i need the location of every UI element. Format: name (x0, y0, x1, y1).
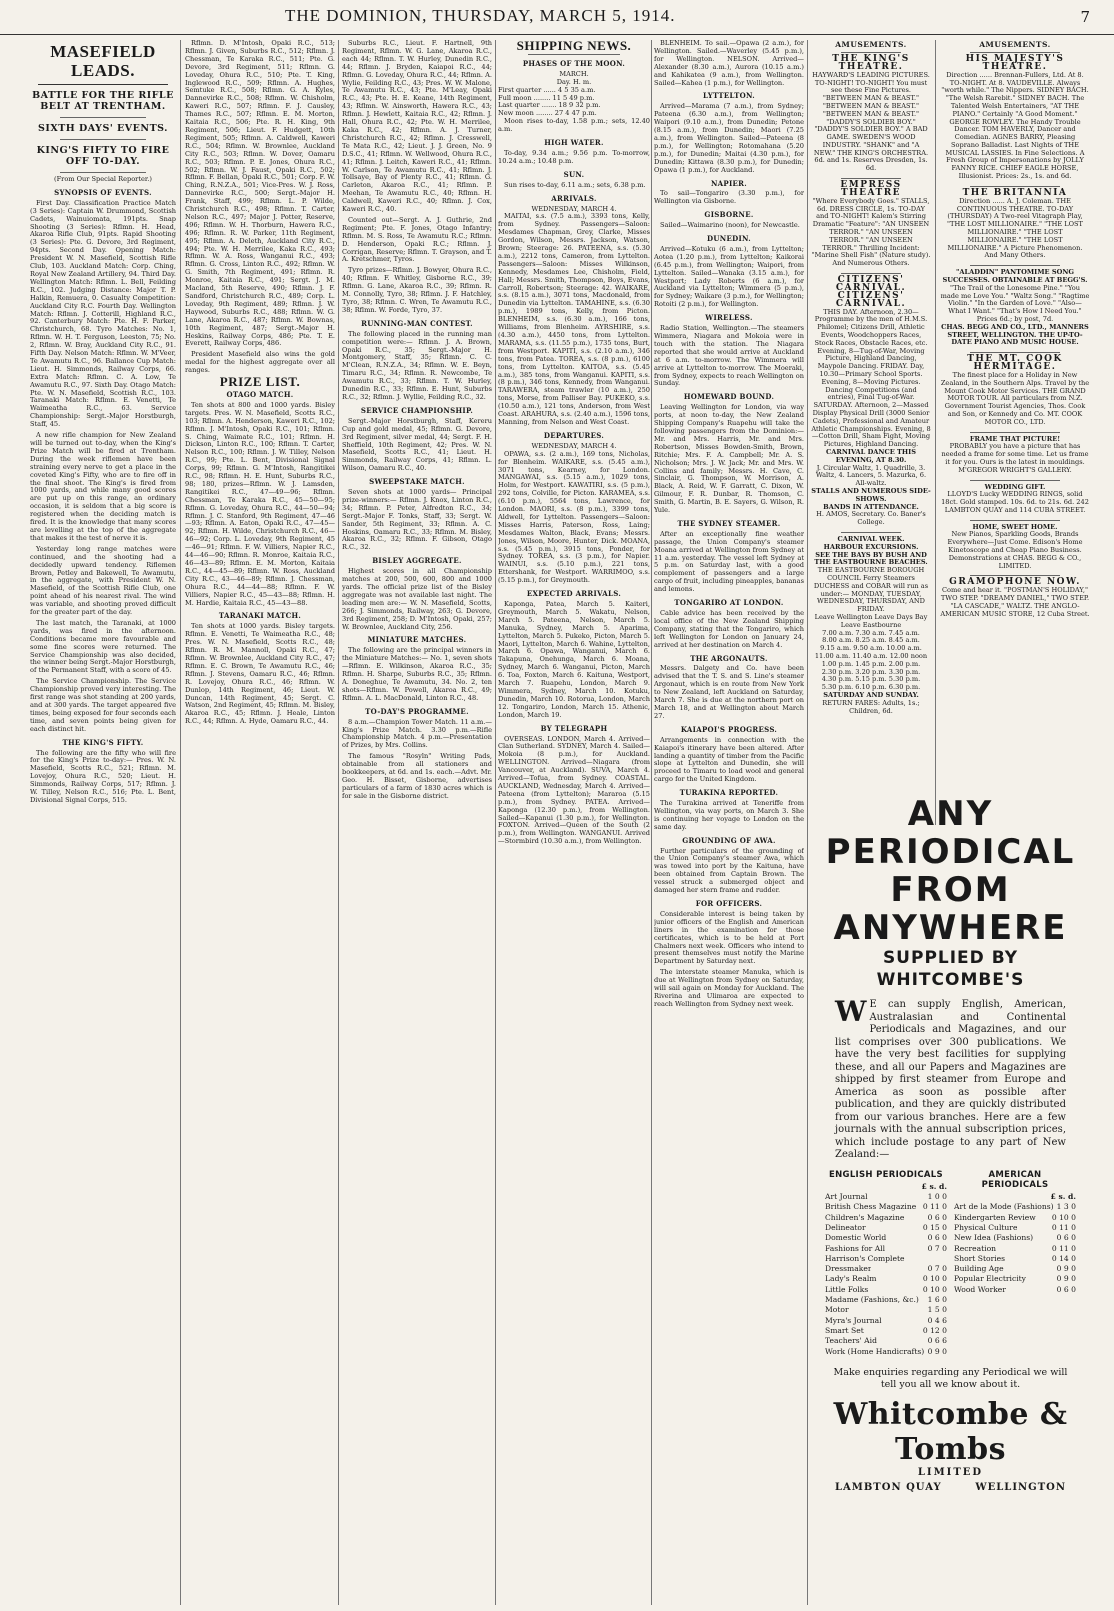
ad-text: SATURDAY AND SUNDAY. (823, 690, 919, 699)
subhead: SYNOPSIS OF EVENTS. (54, 187, 152, 197)
subhead: HOMEWARD BOUND. (683, 392, 775, 402)
ad-text: New Pianos, Sparkling Goods, Brands Everywhere—Just Come. Edison's Home Kinetoscope and Cheap Piano Business. Demonstrations at CHAS. BEGG & CO., LIMITED. (947, 530, 1083, 570)
paragraph: Sailed—Waimarino (noon), for Newcastle. (660, 221, 800, 230)
periodical-row (825, 1347, 947, 1357)
ad-title: THE BRITANNIA (962, 187, 1068, 198)
subhead: THE ARGONAUTS. (690, 653, 768, 663)
ad-text: THE EASTBOURNE BOROUGH COUNCIL Ferry Steamers DUCHESS and COBAR will run as under:— MONDAY, TUESDAY, WEDNESDAY, THURSDAY, AND FRIDAY. (813, 566, 929, 614)
periodical-name: British Chess Magazine (825, 1202, 917, 1212)
section-heading: AMUSEMENTS. (979, 40, 1051, 49)
paragraph: Considerable interest is being taken by junior officers of the English and American liners in the examination for those certificates, which is to be held at Port Chalmers next week. Officers who intend to present themselves must notify the Marine Department by Saturday next. (654, 909, 804, 966)
paragraph: The Turakina arrived at Teneriffe from Wellington, via way ports, on March 3. She is continuing her voyage to London on the same day. (654, 799, 804, 831)
divider (841, 52, 901, 53)
ad-text: J. Circular Waltz, 1. Quadrille, 3. Waltz, 4. Lancers, 5. Mazurka, 6. All-waltz. (815, 463, 927, 488)
subhead: FOR OFFICERS. (695, 899, 763, 908)
section-heading: SHIPPING NEWS. (516, 40, 632, 53)
divider (60, 139, 146, 140)
paragraph: Yesterday long range matches were continued, and the shooting had a decidedly upward tendency. Riflemen Brown, Petley and Bakewell, Te Awamutu, in the aggregate, with President W. N. Masefield, of the Scottish Rifle Club, one point ahead of his nearest rival. The wind was variable, and shooting proved difficult for the greater part of the day. (30, 544, 176, 617)
subhead: OTAGO MATCH. (226, 389, 294, 399)
ad-title: GRAMOPHONE NOW. (949, 577, 1081, 588)
periodical-price: 0 11 0 (922, 1202, 947, 1212)
city: WELLINGTON (975, 1481, 1066, 1493)
subhead: SWEEPSTAKE MATCH. (369, 477, 465, 487)
page-number: 7 (1080, 8, 1090, 26)
timetable-row: 4.30 p.m. 5.15 p.m. 5.30 p.m. (821, 675, 921, 684)
subhead: WIRELESS. (705, 313, 753, 323)
subhead: RUNNING-MAN CONTEST. (361, 318, 473, 328)
currency-header: £ s. d. (1050, 1192, 1076, 1202)
paragraph: Leaving Wellington for London, via way ports, at noon to-day, the New Zealand Shipping Company's Ruapehu will take the following passengers from the Dominion:—Mr. and Mrs. Harris, Mr. and Mrs. Robertson, Misses Bowden-Smith, Brown, Ritchie; Mrs. F. A. Campbell; Mr. A. S. Nicholson; Mrs. J. W. Jack; Mr. and Mrs. W. Collins and family; Messrs. H. Cave, C. Sinclair, G. Thompson, W. Morrison, A. Black, A. Reid, W. F. Garratt, C. Dixon, W. Gilmour, F. R. Dunbar, R. Thomson, C. Smith, G. Martin, B. E. Sayers, G. Wilson, R. Yule. (654, 403, 804, 515)
ad-text: FRAME THAT PICTURE! (969, 434, 1061, 443)
section-heading: AMUSEMENTS. (835, 40, 907, 49)
paragraph: The Service Championship. The Service Championship proved very interesting. The first range was shot standing at 200 yards, and at 300 yards. The target appeared five times, being exposed for four seconds each time, and seven points being given for each distinct hit. (30, 677, 176, 733)
periodical-name: Madame (Fashions, &c.) (825, 1295, 919, 1305)
paragraph: The following are the principal winners in the Miniature Matches:— No. 1, seven shots—Rflmn. E. Wilkinson, Akaroa R.C., 35; Rflmn. H. Sharpe, Suburbs R.C., 35; Rflmn. A. Doneghue, Te Awamutu, 34. No. 2, ten shots—Rflmn. W. Powell, Akaroa R.C., 49; Rflmn. A. L. MacDonald, Linton R.C., 48. (342, 646, 492, 702)
periodical-name: Kindergarten Review (954, 1212, 1036, 1222)
paragraph: Highest scores in all Championship matches at 200, 500, 600, 800 and 1000 yards. The official prize list of the Bisley aggregate was not available last night. The leading men are:— W. N. Masefield, Scotts, 266; J. Simmonds, Railway, 263; G. Devore, 3rd Regiment, 258; D. M'Intosh, Opaki, 257; W. Brownlee, Auckland City, 256. (342, 567, 492, 631)
periodical-price: 0 10 0 (922, 1274, 947, 1284)
column-rule (935, 40, 936, 825)
divider (970, 186, 1060, 187)
paragraph: Arrangements in connection with the Kaiapoi's itinerary have been altered. After landing a quantity of timber from the Pacific slope at Lyttelton and Dunedin, she will proceed to Timaru to load wool and general cargo for the United Kingdom. (654, 735, 804, 784)
ad-text: SEE THE BAYS BY BUSH AND THE EASTBOURNE BEACHES. (814, 550, 928, 567)
byline: (From Our Special Reporter.) (54, 175, 152, 183)
deck: SIXTH DAYS' EVENTS. (38, 123, 168, 134)
american-periodicals (954, 1170, 1076, 1357)
ad-text: The finest place for a Holiday in New Zealand, in the Southern Alps. Travel by the Mount Cook Motor Services. THE GRAND MOTOR TOUR. All particulars from N.Z. Government Tourist Agencies, Thos. Cook and Son, or Kennedy and Co. MT. COOK MOTOR CO., LTD. (940, 370, 1090, 426)
subhead: NAPIER. (710, 178, 748, 188)
english-list (825, 1192, 947, 1357)
paragraph: Sergt.-Major Horstburgh, Staff, Kereru Cup and gold medal, 45; Rflmn. G. Devore, 3rd Regiment, silver medal, 44; Sergt. F. H. Sheffield, 10th Regiment, 42; Pres. W. N. Masefield, Scotts R.C., 41; Lieut. H. Simmonds, Railway Corps, 41; Rflmn. L. Wilson, Oamaru R.C., 40. (342, 416, 492, 473)
paragraph: The following placed in the running man competition were:— Rflmn. J. A. Brown, Opaki R.C., 35; Sergt.-Major H. Montgomery, Staff, 35; Rflmn. C. C. M'Clean, R.N.Z.A., 34; Rflmn. W. E. Beyn, Timaru R.C., 34; Rflmn. R. Newcombe, Te Awamutu R.C., 33; Rflmn. T. W. Hurley, Dunedin R.C., 33; Rflmn. E. Hunt, Suburbs R.C., 32; Rflmn. J. Wyllie, Feilding R.C., 32. (342, 329, 492, 401)
periodical-price: 0 11 0 (1051, 1243, 1076, 1253)
periodical-name: Delineator (825, 1222, 866, 1232)
periodical-row (825, 1192, 947, 1202)
periodical-row (954, 1233, 1076, 1243)
subhead: TARANAKI MATCH. (218, 611, 302, 621)
periodical-price: 0 9 0 (1056, 1264, 1076, 1274)
ad-text: CHAS. BEGG AND CO., LTD., MANNERS STREET, WELLINGTON. THE UP-TO-DATE PIANO AND MUSIC HOUSE. (941, 322, 1089, 347)
column-rifle-news (30, 40, 176, 1605)
subhead: LYTTELTON. (702, 91, 756, 101)
ad-text: STALLS AND NUMEROUS SIDE-SHOWS. (811, 487, 931, 503)
periodical-name: Popular Electricity (954, 1274, 1026, 1284)
periodical-row (954, 1223, 1076, 1233)
periodical-row (954, 1254, 1076, 1264)
periodical-price: 0 15 0 (922, 1222, 947, 1232)
paragraph: A new rifle champion for New Zealand will be turned out to-day, when the King's Prize Match will be fired at Trentham. During the week riflemen have been straining every nerve to get a place in the coveted King's Fifty, who are to fire off in the final shoot. The King's is fired from 1000 yards, and while many good scores are put up on this range, an ordinary occasion, it is seldom that a big score is registered when the deciding match is fired. It is the knowledge that many scores are levelling at the top of the aggregate that makes it the test of nerve it is. (30, 431, 176, 542)
paragraph: The following are the fifty who will fire for the King's Prize to-day:— Pres. W. N. Masefield, Scotts R.C., 521; Rflmn. M. Lovejoy, Ohura R.C., 520; Lieut. H. Simmonds, Railway Corps, 517; Rflmn. J. W. Tilley, Nelson R.C., 516; Pte. L. Bent, Divisional Signal Corps, 515. (30, 748, 176, 804)
timetable-row: 7.00 a.m. 7.30 a.m. 7.45 a.m. (822, 628, 920, 637)
paragraph: Rflmn. D. M'Intosh, Opaki R.C., 513; Rflmn. J. Given, Suburbs R.C., 512; Rflmn. J. Chessman, Te Karaka R.C., 511; Pte. G. Devore, 3rd Regiment, 511; Rflmn. G. Loveday, Ohura R.C., 510; Pte. T. King, Inglewood R.C., 509; Rflmn. A. Hughes, Semtuke R.C., 508; Rflmn. G. A. Kyles, Dannevirke R.C., 508; Rflmn. W. Chisholm, Kaweri R.C., 507; Rflmn. F. J. Causley, Thames R.C., 507; Rflmn. E. M. Morton, Kaitaia R.C., 506; Pte. R. H. King, 9th Regiment, 506; Lieut. F. Hudgett, 10th Regiment, 505; Rflmn. A. Caldwell, Kaweri R.C., 504; Rflmn. W. Brownlee, Auckland City R.C., 503; Rflmn. W. Dover, Oamaru R.C., 503; Rflmn. P. E. Jones, Ohura R.C., 502; Rflmn. W. J. Faust, Opaki R.C., 502; Rflmn. F. Bellan, Opaki R.C., 501; Corp. F. W. Ching, R.N.Z.A., 501; Vice-Pres. W. J. Ross, Dannevirke R.C., 500; Sergt.-Major H. Frank, Staff, 499; Rflmn. L. P. Wilde, Christchurch R.C., 498; Rflmn. T. Carter, Nelson R.C., 497; Major J. Potter, Reserve, 496; Rflmn. W. H. Thorburn, Hawera R.C., 496; Rflmn. R. W. Parker, 11th Regiment, 495; Rflmn. A. Deleth, Auckland City R.C., 494; Pte. W. H. Merrilee, Kaka R.C., 493; Rflmn. W. A. Ross, Wanganui R.C., 493; Rflmn. G. Cross, Linton R.C., 492; Rflmn. W. G. Smith, 7th Regiment, 491; Rflmn. R. Monroe, Kaitaia R.C., 491; Sergt. J. M. Macland, 5th Reserve, 490; Rflmn. J. F. Sandford, Christchurch R.C., 489; Corp. L. Loveday, 9th Regiment, 489; Rflmn. J. W. Haywood, Suburbs R.C., 488; Rflmn. W. G. Lane, Akaroa R.C., 487; Rflmn. W. Bownas, 10th Regiment, 487; Sergt.-Major H. Heskins, Railway Corps, 486; Pte. T. E. Everett, Railway Corps, 486. (185, 40, 335, 348)
ad-home (940, 524, 1090, 571)
masthead (0, 0, 1114, 35)
periodical-price: 0 9 0 (1056, 1274, 1076, 1284)
paragraph: Further particulars of the grounding of the Union Company's steamer Awa, which was towed into port by the Kaituna, have been obtained from Captain Brown. The vessel struck a submerged object and damaged her stern frame and rudder. (654, 846, 804, 895)
periodical-name: Wood Worker (954, 1284, 1006, 1294)
timetable-row: 2.30 p.m. 3.20 p.m. 3.30 p.m. (821, 667, 921, 676)
subhead: PHASES OF THE MOON. (522, 58, 626, 68)
drop-cap: W (835, 995, 867, 1028)
paragraph: Messrs. Dalgety and Co. have been advised that the T. S. and S. Line's steamer Argonaut, which is en route from New York to New Zealand, left Auckland on Saturday, March 7. She is due at the northern port on March 18, and at Wellington about March 27. (654, 664, 804, 720)
column-prize-list (342, 40, 492, 1605)
periodical-row (825, 1244, 947, 1254)
subhead: KAIAPOI'S PROGRESS. (680, 724, 778, 734)
periodical-price: 1 6 0 (927, 1295, 947, 1305)
moon-row: Last quarter ....... 18 9 32 p.m. (498, 101, 601, 110)
paragraph: Arrived—Marama (7 a.m.), from Sydney; Pateena (6.30 a.m.), from Wellington; Waipori (9.10 a.m.), from Dunedin; Petone (8.15 a.m.), from Dunedin; Maori (7.25 a.m.), from Wellington. Sailed—Pateena (8 p.m.), for Wellington; Rotomahana (5.20 p.m.), for Dunedin; Maitai (4.30 p.m.), for Dunedin; Kittawa (8.30 p.m.), for Dunedin; Opawa (1 p.m.), for Auckland. (654, 102, 804, 174)
periodical-price: 0 12 0 (922, 1325, 947, 1335)
moon-row: Full moon ........ 11 5 49 p.m. (498, 93, 595, 102)
subhead: MINIATURE MATCHES. (367, 635, 467, 645)
periodical-name: Children's Magazine (825, 1212, 905, 1222)
periodical-name: Little Folks (825, 1284, 869, 1294)
ad-subheadline: SUPPLIED BY WHITCOMBE'S (876, 948, 1025, 990)
divider (60, 117, 146, 118)
paragraph: Kaponga, Patea, March 5. Kaiteri, Greymouth, March 5. Wakatu, Nelson, March 5. Pateena, Nelson, March 5. Manuka, Sydney, March 5. Aparima, Lyttelton, March 5. Pukeko, Picton, March 5. Maori, Lyttelton, March 6. Wahine, Lyttelton, March 6. Opawa, Wanganui, March 6. Takapuna, Onehunga, March 6. Moana, Sydney, March 6. Wanganui, Picton, March 6. Toa, Foxton, March 6. Kaituna, Westport, March 7. Ruapehu, London, March 9. Wimmera, Sydney, March 10. Kotuku, Dunedin, March 10. Rotorua, London, March 12. Tongariro, London, March 15. Athenic, London, March 19. (498, 600, 650, 719)
ad-text: HARBOUR EXCURSIONS. (823, 542, 919, 551)
ad-citizens-carnival (811, 277, 931, 527)
paragraph: Ten shots at 800 and 1000 yards. Bisley targets. Pres. W. N. Masefield, Scotts R.C., 103; Rflmn. A. Henderson, Kaweri R.C., 102; Rflmn. J. M'Intosh, Opaki R.C., 101; Rflmn. S. Ching, Waimate R.C., 101; Rflmn. H. Dickson, Linton R.C., 100; Rflmn. T. Carter, Nelson R.C., 100; Rflmn. J. W. Tilley, Nelson R.C., 99; Pte. L. Bent, Divisional Signal Corps, 99; Rflmn. G. M'Intosh, Rangitikei R.C., 98; Rflmn. H. E. Hunt, Suburbs R.C., 98; 180, prizes—Rflmn. W. J. Lamsden, Rangitikei R.C., 47—49—96; Rflmn. Chessman, Te Karaka R.C., 45—50—95; Rflmn. G. Loveday, Ohura R.C., 44—50—94; Rflmn. J. C. Stanford, 9th Regiment, 47—46—93; Rflmn. A. Eaton, Opaki R.C., 47—45—92; Rflmn. H. Wilde, Christchurch R.C., 46—46—92; Corp. L. Loveday, 9th Regiment, 45—46—91; Rflmn. F. W. Villiers, Napier R.C., 44—46—90; Rflmn. R. Monroe, Kaitaia R.C., 46—43—89; Rflmn. E. M. Morton, Kaitaia R.C., 44—45—89; Rflmn. W. Ross, Auckland City R.C., 43—46—89; Rflmn. J. Chessman, Ohura R.C., 44—44—88; Rflmn. F. W. Villiers, Napier R.C., 45—43—88; Rflmn. H. M. Hardie, Kaitaia R.C., 45—43—88. (185, 400, 335, 607)
subhead: THE SYDNEY STEAMER. (677, 518, 781, 528)
moon-row: New moon ........ 27 4 47 p.m. (498, 109, 597, 118)
paragraph: BLENHEIM. To sail.—Opawa (2 a.m.), for Wellington. Sailed.—Waverley (5.45 p.m.), for Wellington. NELSON. Arrived—Alexander (8.30 a.m.), Aurora (10.15 a.m.) and Kahikatea (9 a.m.), from Wellington. Sailed—Kahea (1 p.m.), for Wellington. (654, 40, 804, 87)
divider (970, 432, 1060, 433)
currency-header: £ s. d. (921, 1181, 947, 1191)
subhead: DUNEDIN. (706, 234, 752, 244)
deck: KING'S FIFTY TO FIRE OFF TO-DAY. (36, 145, 170, 167)
list-heading: ENGLISH PERIODICALS (829, 1169, 943, 1180)
ad-empress-theatre (811, 182, 931, 268)
ad-title: THE KING'S THEATRE. (832, 53, 910, 72)
paragraph: Ten shots at 1000 yards. Bisley targets. Rflmn. E. Venetti, Te Waimeatha R.C., 48; Pres. W. N. Masefield, Scotts R.C., 48; Rflmn. R. M. Mannoll, Opaki R.C., 47; Rflmn. W. Brownlee, Auckland City R.C., 47; Rflmn. E. C. Brown, Te Awamutu R.C., 46; Rflmn. J. Stevens, Oamaru R.C., 46; Rflmn. R. Lovejoy, Ohura R.C., 46; Rflmn. W. Dunlop, 14th Regiment, 46; Lieut. W. Duncan, 14th Regiment, 45; Sergt. C. Watson, 2nd Regiment, 45; Rflmn. M. Bisley, Akaroa R.C., 45; Rflmn. J. Heale, Linton R.C., 44; Rflmn. A. Hyde, Oamaru R.C., 44. (185, 622, 335, 726)
ad-harbour-excursions (811, 536, 931, 715)
ad-title: THE MT. COOK HERMITAGE. (967, 354, 1063, 373)
ad-text: "ALADDIN" PANTOMIME SONG SUCCESSES. OBTAINABLE AT BEGG'S. (942, 268, 1088, 284)
periodical-price: 0 10 0 (922, 1284, 947, 1294)
periodical-price: 0 6 6 (927, 1336, 947, 1346)
paragraph: Suburbs R.C., Lieut. F. Hartnell, 9th Regiment, Rflmn. W. G. Lane, Akaroa R.C., each 44; Rflmn. T. W. Hurley, Dunedin R.C., 44; Rflmn. J. Bryden, Kaiapoi R.C., 44; Rflmn. G. Loveday, Ohura R.C., 44; Rflmn. A. Wylie, Feilding R.C., 43; Pres. W. W. Malone, Te Awamutu R.C., 43; Pte. M'Leay, Opaki R.C., 43; Pte. H. E. Keane, 14th Regiment, 43; Rflmn. W. Ainsworth, Hawera R.C., 43; Rflmn. J. Hewlett, Kaitaia R.C., 42; Rflmn. J. Hall, Ohura R.C., 42; Pte. W. H. Merrilee, Kaka R.C., 42; Rflmn. A. J. Turner, Christchurch R.C., 42; Rflmn. J. Cresswell, Te Mata R.C., 42; Lieut. J. J. Green, No. 9 D.S.C., 41; Rflmn. W. Wellwood, Ohura R.C., 41; Rflmn. J. Leitch, Kaweri R.C., 41; Rflmn. W. Carlson, Te Awamutu R.C., 41; Rflmn. J. Tollsaye, Bay of Plenty R.C., 41; Rflmn. G. Carleton, Akaroa R.C., 41; Rflmn. P. Meehan, Te Awamutu R.C., 40; Rflmn. H. Caldwell, Kaweri R.C., 40; Rflmn. J. Cox, Kaweri R.C., 40. (342, 40, 492, 214)
periodical-price: 1 5 0 (927, 1305, 947, 1315)
periodical-row (954, 1264, 1076, 1274)
periodical-name: Recreation (954, 1243, 997, 1253)
ad-title: HIS MAJESTY'S THEATRE. (965, 53, 1065, 72)
ad-text: Come and hear it. "POSTMAN'S HOLIDAY," TWO STEP. "DREAMY DANIEL," TWO STEP. "LA CASCADE," WALTZ. THE ANGLO-AMERICAN MUSIC STORE, 12 Cuba Street. (940, 586, 1090, 618)
periodical-price: 0 6 0 (1056, 1233, 1076, 1243)
paragraph: Sun rises to-day, 6.11 a.m.; sets, 6.38 p.m. (504, 180, 646, 189)
subhead: ARRIVALS. (551, 193, 597, 203)
periodical-row (825, 1274, 947, 1284)
column-rule (495, 40, 496, 1605)
ad-whitcombes (811, 795, 1090, 1605)
column-amusements-majestys (940, 40, 1090, 825)
periodical-name: Smart Set (825, 1325, 864, 1335)
ad-text: WEDDING GIFT. (984, 482, 1046, 491)
column-shipping (498, 40, 650, 1605)
paragraph: MAITAI, s.s. (7.5 a.m.), 3393 tons, Kelly, from Sydney. Passengers—Saloon: Mesdames Chapman, Grey, Clarke, Misses Gordon, Wilson, Messrs. Jackson, Watson, Brown; Steerage: 26. PATEENA, s.s. (5.30 a.m.), 2212 tons, Cameron, from Lyttelton. Passengers—Saloon: Misses Wilkinson, Kennedy, Mesdames Lee, Chisholm, Field, Hall; Messrs. Smith, Thompson, Boys, Evans, Carroll, Robertson; Steerage: 42. WAIKARE, s.s. (8.15 a.m.), 3071 tons, Macdonald, from Dunedin via Lyttelton. TAMAHINE, s.s. (6.30 p.m.), 1989 tons, Kelly, from Picton. BLENHEIM, s.s. (6.30 a.m.), 166 tons, Williams, from Blenheim. AYRSHIRE, s.s. (4.30 a.m.), 4450 tons, from Lyttelton. MARAMA, s.s. (11.55 p.m.), 1735 tons, Burt, from Westport. KAPITI, s.s. (2.10 a.m.), 346 tons, from Patea. TOREA, s.s. (8 p.m.), 6100 tons, from Lyttelton. KAITOA, s.s. (5.45 a.m.), 385 tons, from Wanganui. KAPITI, s.s. (8 p.m.), 346 tons, Kennedy, from Wanganui. TARAWERA, steam trawler (10 a.m.), 250 tons, Morse, from Palliser Bay. PUKEKO, s.s. (10.50 a.m.), 121 tons, Anderson, from West Coast. ARAHURA, s.s. (2.40 a.m.), 1596 tons, Manning, from Nelson and West Coast. (498, 212, 650, 426)
firm-address (835, 1482, 1066, 1493)
periodical-row (825, 1233, 947, 1243)
periodical-row (825, 1213, 947, 1223)
timetable-row: 1.00 p.m. 1.45 p.m. 2.00 p.m. (821, 659, 921, 668)
ad-title: CITIZENS' CARNIVAL. CITIZENS' CARNIVAL. (835, 275, 907, 309)
periodical-name: Lady's Realm (825, 1274, 877, 1284)
periodical-price: 0 6 0 (1056, 1284, 1076, 1294)
headline: MASEFIELD LEADS. (50, 42, 156, 80)
ad-intro (835, 995, 1066, 1162)
periodical-name: Domestic World (825, 1233, 887, 1243)
firm-limited: LIMITED (917, 1466, 984, 1478)
periodical-price: 0 9 0 (927, 1346, 947, 1356)
periodical-row (954, 1274, 1076, 1284)
date-line: WEDNESDAY, MARCH 4. (531, 441, 617, 450)
paragraph: Tyro prizes—Rflmn. J. Bowyer, Ohura R.C., 40; Rflmn. F. Whitley, Gisborne R.C., 39; Rflmn. G. Lane, Akaroa R.C., 39; Rflmn. R. M. Connolly, Tyro, 38; Rflmn. J. F. Hatchley, Tyro, 38; Rflmn. C. Wren, Te Awamutu R.C., 38; Rflmn. W. Forde, Tyro, 37. (342, 266, 492, 314)
periodical-price: 0 11 0 (1051, 1222, 1076, 1232)
divider (841, 532, 901, 533)
column-amusements-kings (811, 40, 931, 825)
subhead: TO-DAY'S PROGRAMME. (365, 706, 469, 716)
divider (970, 520, 1060, 521)
divider (528, 54, 620, 55)
paragraph: Radio Station, Wellington.—The steamers Wimmera, Niagara and Mokoia were in touch with the station. The Niagara reported that she would arrive at Auckland at 6 a.m. to-morrow. The Wimmera will arrive at Lyttelton to-morrow. The Moeraki, from Sydney, expects to reach Wellington on Sunday. (654, 324, 804, 388)
periodical-name: Short Stories (954, 1253, 1006, 1263)
timetable-row: 5.30 p.m. 6.10 p.m. 6.30 p.m. (821, 683, 921, 692)
divider (841, 178, 901, 179)
ad-britannia (940, 187, 1090, 260)
paragraph: After an exceptionally fine weather passage, the Union Company's steamer Moana arrived at Wellington from Sydney at 11 a.m. yesterday. The vessel left Sydney at 5 p.m. on Saturday last, with a good complement of passengers and a large cargo of fruit, including pineapples, bananas and lemons. (654, 529, 804, 594)
periodical-price: 0 6 0 (927, 1212, 947, 1222)
subhead: BY TELEGRAPH (540, 723, 608, 733)
ad-text: "The Trail of the Lonesome Pine." "You made me Love You." "Waltz Song." "Ragtime Violin." "In the Garden of Love." "Also—What I Want." "That's How I Need You." Prices 6d.; by post, 7d. (940, 283, 1090, 323)
paragraph: President Masefield also wins the gold medal for the highest aggregate over all ranges. (185, 350, 335, 375)
periodical-name: Fashions for All (825, 1243, 886, 1253)
periodical-row (825, 1202, 947, 1212)
ad-text: H. AMOS, Secretary. Co. Baner's College. (816, 510, 926, 527)
divider (38, 84, 168, 85)
divider (970, 575, 1060, 576)
periodical-name: Work (Home Handicrafts) (825, 1346, 925, 1356)
timetable-row: 11.00 a.m. 11.40 a.m. 12.00 noon (814, 651, 928, 660)
moon-month: MARCH. (559, 69, 589, 78)
subhead: BISLEY AGGREGATE. (372, 556, 462, 566)
paragraph: Counted out—Sergt. A. J. Guthrie, 2nd Regiment; Pte. F. Jones, Otago Infantry; Rflmn. M. S. Ross, Te Awamutu R.C.; Rflmn. D. Henderson, Opaki R.C.; Rflmn. J. Corrigan, Reserve; Rflmn. T. Grayson, and T. A. Kretschmer, Tyros. (342, 215, 492, 264)
moon-row: First quarter ...... 4 5 35 a.m. (498, 85, 596, 94)
ad-text: CARNIVAL DANCE THIS EVENING, AT 8.30. (825, 448, 917, 464)
ad-headline: FROM ANYWHERE (833, 870, 1068, 948)
timetable-row: 8.00 a.m. 8.25 a.m. 8.45 a.m. (822, 636, 920, 645)
subhead: GROUNDING OF AWA. (682, 835, 776, 845)
periodical-name: Motor (825, 1305, 849, 1315)
moon-columns: Day. H. m. (556, 77, 592, 86)
periodical-row (954, 1244, 1076, 1254)
ad-his-majestys (940, 53, 1090, 181)
date-line: WEDNESDAY, MARCH 4. (531, 204, 617, 213)
periodical-price: 1 0 0 (927, 1192, 947, 1202)
ad-text: Direction ...... A. J. Coleman. THE CONTINUOUS THEATRE. TO-DAY (THURSDAY) A Two-reel Vitagraph Play, "THE LOST MILLIONAIRE." "THE LOST MILLIONAIRE." "THE LOST MILLIONAIRE." "THE LOST MILLIONAIRE." A Picture Phenomenon. And Many Others. (947, 196, 1083, 260)
street: LAMBTON QUAY (835, 1481, 942, 1493)
subhead: SUN. (563, 169, 585, 179)
column-rule (180, 40, 181, 1605)
periodical-name: Dressmaker (825, 1264, 872, 1274)
subhead: SERVICE CHAMPIONSHIP. (360, 405, 474, 415)
section-heading: PRIZE LIST. (219, 374, 301, 390)
periodical-row (825, 1336, 947, 1346)
ad-text: RETURN FARES: Adults, 1s.; Children, 6d. (822, 698, 920, 715)
periodical-row (825, 1295, 947, 1305)
paragraph: Arrived—Kotuku (6 a.m.), from Lyttelton; Aotea (1.20 p.m.), from Lyttelton; Kaikorai (6.45 p.m.), from Wellington; Waipori, from Lyttelton. Sailed—Wanaka (3.15 a.m.), for Westport; Lady Roberts (6 a.m.), for Auckland via Lyttelton; Wimmera (5 p.m.), for Sydney; Waikare (3 p.m.), for Wellington; Rotoiti (2 p.m.), for Wellington. (654, 244, 804, 309)
ad-wedding (940, 484, 1090, 515)
deck: BATTLE FOR THE RIFLE BELT AT TRENTHAM. (32, 90, 174, 112)
subhead: DEPARTURES. (543, 430, 605, 440)
paragraph: Cable advice has been received by the local office of the New Zealand Shipping Company, stating that the Tongariro, which left Wellington for London on January 24, arrived at her destination on March 4. (654, 609, 804, 649)
periodical-row (825, 1285, 947, 1295)
ad-text: BANDS IN ATTENDANCE. (823, 502, 919, 511)
paragraph: The last match, the Taranaki, at 1000 yards, was fired in the afternoon. Conditions became more favourable and some fine scores were returned. The Service Championship was also decided, the winner being Sergt.-Major Horstburgh, of the Permanent Staff, with a score of 45. (30, 618, 176, 675)
ad-frame (940, 436, 1090, 475)
ad-kings-theatre (811, 53, 931, 173)
column-scores (185, 40, 335, 1605)
divider (841, 273, 901, 274)
paragraph: To sail—Tongariro (3.30 p.m.), for Wellington via Gisborne. (654, 189, 804, 206)
paragraph: OPAWA, s.s. (2 a.m.), 169 tons, Nicholas, for Blenheim. WAIKARE, s.s. (5.45 a.m.), 3071 tons, Kearney, for London. MANGAWAI, s.s. (5.15 a.m.), 1029 tons, Holm, for Westport. KAWATIRI, s.s. (5 p.m.), 292 tons, Colville, for Picton. KARAMEA, s.s. (6.10 p.m.), 5564 tons, Lawrence, for London. MAORI, s.s. (8 p.m.), 3399 tons, Aldwell, for Lyttelton. Passengers—Saloon: Misses Harris, Paterson, Ross, Laing; Mesdames Walton, Black, Evans; Messrs. Jones, Wilson, Moore, Hunter, Dick. MOANA, s.s. (5.45 p.m.), 3915 tons, Ponder, for Sydney. TOREA, s.s. (3 p.m.), for Napier. WAINUI, s.s. (5.10 p.m.), 221 tons, Ettershank, for Westport. WARRIMOO, s.s. (5.15 p.m.), for Greymouth. (498, 449, 650, 585)
column-rule (807, 40, 808, 1605)
divider (970, 352, 1060, 353)
english-periodicals (825, 1170, 947, 1357)
timetable-row: 9.15 a.m. 9.50 a.m. 10.00 a.m. (820, 644, 922, 653)
ad-text: Direction ...... Brennan-Fullers, Ltd. At 8. TO-NIGHT. At 8. VAUDEVILLE. Always "worth while." The Nippers. SIDNEY BACH. "The Welsh Rarebit." SIDNEY BACH. The Talented Welsh Entertainers, "AT THE PIANO." Certainly "A Good Moment." GEORGE ROWLEY. The Handy Trouble Dancer. TOM HAVERLY, Dancer and Comedian. AGNES BARRY, Pleasing Soprano Balladist. Last Nights of THE MUSICAL LASSIES. In Fine Selections. A Fresh Group of Impersonations by JOLLY FANNY RICE. CHIEF EAGLE HORSE, Illusionist. Prices: 2s., 1s. and 6d. (941, 70, 1089, 181)
subhead: THE KING'S FIFTY. (62, 737, 144, 747)
periodical-name: Physical Culture (954, 1222, 1018, 1232)
ad-text: LLOYD'S Lucky WEDDING RINGS, solid 18ct. Gold stamped. 10s. 6d. to 21s. 6d. 242 LAMBTON QUAY and 114 CUBA STREET. (941, 490, 1089, 514)
periodical-name: New Idea (Fashions) (954, 1233, 1034, 1243)
paragraph: First Day. Classification Practice Match (3 Series): Captain W. Drummond, Scottish Cadets, Wainuiomata, 191pts. Snap Shooting (3 Series): Rflmn. H. Head, Akaroa Rifle Club, 91pts. Rapid Shooting (3 Series): Pte. G. Devore, 3rd Regiment, 94pts. Second Day. Opening Match: President W. N. Masefield, Scottish Rifle Club, 103. Auckland Match: Corp. Ching, Royal New Zealand Artillery, 94. Third Day. Wellington Match: Rflmn. L. Bell, Feilding R.C., 102. Judging Distance: Major T. P. Halkin, Remuera, 0. Casualty Competition: Auckland City R.C. Fourth Day. Wellington Match: Rflmn. J. Cotterill, Highland R.C., 92. Canterbury Match: Pte. H. F. Parker, Christchurch, 68. Tyro Matches: No. 1, Rflmn. W. H. T. Ferguson, Leeston, 75; No. 2, Rflmn. W. Bray, Auckland City R.C., 91. Fifth Day. Nelson Match: Rflmn. W. M'Veer, Te Awamutu R.C., 96. Ballance Cup Match: Lieut. H. Simmonds, Railway Corps, 66. Extra Match: Rflmn. C. A. Low, Te Awamutu R.C., 97. Sixth Day. Otago Match: Pte. W. N. Masefield, Scottish R.C., 103. Taranaki Match: Rflmn. E. Venetti, Te Waimeatha R.C., 63. Service Championship: Sergt.-Major Horstburgh, Staff, 45. (30, 198, 176, 429)
paragraph: The famous "Rosyln" Writing Pads, obtainable from all stationers and bookkeepers, at 6d. and 1s. each.—Advt. Mr. Geo. H. Bisset, Gisborne, advertises particulars of a farm of 1830 acres which is for sale in the Gisborne district. (342, 752, 492, 800)
periodical-row (825, 1223, 947, 1233)
periodical-name: Teachers' Aid (825, 1336, 877, 1346)
paragraph: To-day, 9.34 a.m.; 9.56 p.m. To-morrow, 10.24 a.m.; 10.48 p.m. (498, 148, 650, 165)
ad-text: CARNIVAL WEEK. (837, 535, 905, 543)
periodical-price: 0 14 0 (1051, 1253, 1076, 1263)
subhead: EXPECTED ARRIVALS. (526, 589, 622, 599)
periodical-row (954, 1202, 1076, 1212)
periodical-row (954, 1213, 1076, 1223)
paragraph: OVERSEAS. LONDON, March 4. Arrived—Clan Sutherland. SYDNEY, March 4. Sailed—Mokoia (8 p.m.), for Auckland. WELLINGTON. Arrived—Niagara (from Vancouver, at Auckland). SUVA, March 4. Arrived—Tofua, from Sydney. COASTAL. AUCKLAND, Wednesday, March 4. Arrived—Pateena (from Lyttelton); Mararoa (5.15 p.m.), from Sydney. PATEA. Arrived—Kaponga (12.30 p.m.), from Wellington. Sailed—Kapanui (1.30 p.m.), for Wellington. FOXTON. Arrived—Queen of the South (2 p.m.), from Wellington. WANGANUI. Arrived—Stormbird (10.30 a.m.), from Wellington. (498, 734, 650, 846)
periodical-name: Art de la Mode (Fashions) (954, 1202, 1054, 1212)
firm-name: Whitcombe & Tombs (833, 1396, 1068, 1467)
timetable-row: Leave Wellington Leave Days Bay Leave Eastbourne (814, 612, 928, 629)
subhead: HIGH WATER. (544, 138, 604, 148)
divider (970, 265, 1060, 266)
ad-enquiry: Make enquiries regarding any Periodical we will tell you all we know about it. (833, 1366, 1068, 1390)
ad-text: HOME, SWEET HOME. (972, 522, 1058, 531)
periodical-row (825, 1326, 947, 1336)
paragraph: Seven shots at 1000 yards— Principal prize-winners:— Rflmn. J. Knox, Linton R.C., 34; Rflmn. P. Peter, Alfredton R.C., 34; Sergt.-Major F. Tonks, Staff, 33; Sergt. W. Sander, 5th Regiment, 33; Rflmn. A. C. Hoskins, Oamaru R.C., 33; Rflmn. M. Bisley, Akaroa R.C., 32; Rflmn. F. Gibson, Otago R.C., 32. (342, 488, 492, 552)
divider (970, 52, 1060, 53)
ad-aladdin-songs (940, 269, 1090, 347)
ad-text: "Where Everybody Goes." STALLS, 6d. DRESS CIRCLE, 1s. TO-DAY and TO-NIGHT! Kalem's Stirring Dramatic "Feature": "AN UNSEEN TERROR." "AN UNSEEN TERROR." "AN UNSEEN TERROR." Thrilling Incident: "Marine Shell Fish" (Nature study). And Numerous Others. (811, 196, 931, 268)
divider (60, 172, 146, 173)
american-list (954, 1202, 1076, 1295)
column-rule (651, 40, 652, 1605)
periodical-row (825, 1264, 947, 1274)
paragraph: 8 a.m.—Champion Tower Match. 11 a.m.—King's Prize Match. 3.30 p.m.—Rifle Championship Match. 4 p.m.—Presentation of Prizes, by Mrs. Collins. (342, 717, 492, 750)
ad-title: EMPRESS THEATRE (840, 180, 902, 198)
subhead: TURAKINA REPORTED. (679, 788, 779, 798)
ad-gramophone (940, 579, 1090, 618)
ad-text: HAYWARD'S LEADING PICTURES. TO-NIGHT! TO-NIGHT! You must see these Fine Pictures. "BETWEEN MAN & BEAST." "BETWEEN MAN & BEAST." "BETWEEN MAN & BEAST." "DADDY'S SOLDIER BOY." "DADDY'S SOLDIER BOY." A BAD GAME. SWEDEN'S WOOD INDUSTRY. "SHANK" and "A NEW." THE KING'S ORCHESTRA. 6d. and 1s. Reserves Dresden, 1s. 6d. (812, 70, 930, 173)
periodical-price: 0 7 0 (927, 1243, 947, 1253)
column-shipping-continued (654, 40, 804, 1605)
periodical-name: Myra's Journal (825, 1315, 882, 1325)
periodical-row (825, 1316, 947, 1326)
ad-headline: ANY PERIODICAL (825, 795, 1076, 872)
divider (970, 480, 1060, 481)
periodical-name: Harrison's Complete (825, 1253, 905, 1263)
periodical-row (825, 1254, 947, 1264)
periodical-row (825, 1305, 947, 1315)
periodical-price: 1 3 0 (1056, 1202, 1076, 1212)
ad-intro-text: E can supply English, American, Australasian and Continental Periodicals and Magazines, and our list comprises over 300 publications. We have the very best facilities for supplying these, and all our Papers and Magazines are shipped by first steamer from Europe and America as soon as possible after publication, and they are quickly distributed from our various branches. Here are a few journals with the annual subscription prices, which include postage to any part of New Zealand:— (835, 999, 1066, 1160)
ad-hermitage (940, 356, 1090, 426)
periodical-name: Building Age (954, 1264, 1004, 1274)
masthead-title: THE DOMINION, THURSDAY, MARCH 5, 1914. (285, 6, 676, 25)
paragraph: The interstate steamer Manuka, which is due at Wellington from Sydney on Saturday, will sail again on Monday for Auckland. The Riverina and Ulimaroa are expected to reach Wellington from Sydney next week. (654, 968, 804, 1008)
ad-text: THIS DAY. Afternoon, 2.30—Programme by the men of H.M.S. Philomel; Citizens Drill, Athletic Events, Woodchoppers Races, Stock Races, Obstacle Races, etc. Evening, 8—Tug-of-War, Moving Picture, Highland Dancing, Maypole Dancing. FRIDAY. Day, 10.30—Primary School Sports. Evening, 8—Moving Pictures. Dancing Competitions (and entries), Final Tug-of-War. SATURDAY. Afternoon, 2—Massed Display Physical Drill (3000 Senior Cadets), Professional and Amateur Athletic Championships. Evening, 8—Cotton Drill, Sham Fight, Moving Pictures, Highland Dancing. (811, 307, 931, 449)
periodical-row (954, 1285, 1076, 1295)
subhead: GISBORNE. (704, 210, 754, 220)
subhead: TONGARIRO AT LONDON. (674, 598, 784, 608)
ad-text: PROBABLY you have a picture that has needed a frame for some time. Let us frame it for you. Ours is the latest in mouldings. M'GREGOR WRIGHT'S GALLERY. (941, 442, 1089, 474)
periodical-price: 0 4 6 (927, 1315, 947, 1325)
periodical-price: 0 7 0 (927, 1264, 947, 1274)
paragraph: Moon rises to-day, 1.58 p.m.; sets, 12.40 a.m. (498, 117, 650, 134)
price-lists (825, 1170, 1076, 1357)
periodical-name: Art Journal (825, 1192, 868, 1202)
list-heading: AMERICAN PERIODICALS (981, 1169, 1049, 1190)
column-rule (338, 40, 339, 1605)
periodical-price: 0 10 0 (1051, 1212, 1076, 1222)
periodical-price: 0 6 0 (927, 1233, 947, 1243)
